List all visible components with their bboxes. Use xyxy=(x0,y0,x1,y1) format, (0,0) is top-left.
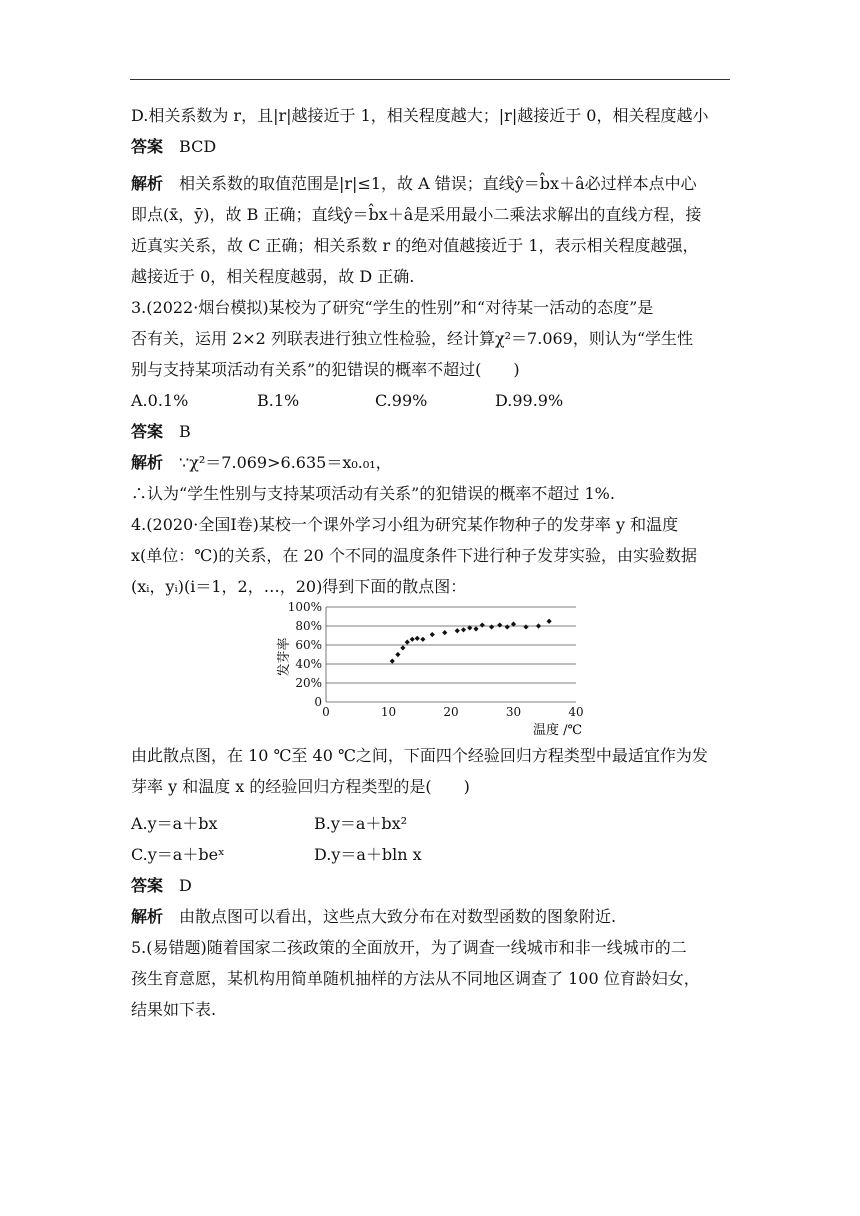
scatter-point xyxy=(390,659,395,664)
x-tick-label: 30 xyxy=(505,705,522,719)
scatter-point xyxy=(523,624,528,629)
scatter-point xyxy=(442,630,447,635)
q3-stem-line-1: 3.(2022·烟台模拟)某校为了研究“学生的性别”和“对待某一活动的态度”是 xyxy=(131,298,654,317)
q4-stem-line-3: (xᵢ，yᵢ)(i＝1，2，…，20)得到下面的散点图： xyxy=(131,577,467,596)
q3-option-b: B.1% xyxy=(257,391,300,410)
y-axis-label: 发芽率 xyxy=(277,637,292,677)
q4-answer xyxy=(131,870,731,901)
q5-stem-line-1: 5.(易错题)随着国家二孩政策的全面放开，为了调查一线城市和非一线城市的二 xyxy=(131,938,687,957)
q2-analysis-line-4: 越接近于 0，相关程度越弱，故 D 正确. xyxy=(131,267,415,286)
q5-stem-line-2: 孩生育意愿，某机构用简单随机抽样的方法从不同地区调查了 100 位育龄妇女， xyxy=(131,969,700,988)
q4-options-row-1 xyxy=(131,808,731,839)
x-axis-label: 温度 /℃ xyxy=(533,723,583,738)
q3-answer xyxy=(131,416,731,447)
x-tick-label: 0 xyxy=(322,705,330,719)
top-rule xyxy=(130,79,730,80)
y-tick-label: 80% xyxy=(295,619,322,633)
scatter-point xyxy=(461,627,466,632)
q4-options-row-2 xyxy=(131,839,731,870)
scatter-point xyxy=(547,619,552,624)
answer-value: B xyxy=(179,422,191,441)
q3-stem-line-2: 否有关，运用 2×2 列联表进行独立性检验，经计算χ²＝7.069，则认为“学生性 xyxy=(131,329,694,348)
q4-after-chart-line-1: 由此散点图，在 10 ℃至 40 ℃之间，下面四个经验回归方程类型中最适宜作为发 xyxy=(131,746,708,765)
x-tick-label: 10 xyxy=(380,705,397,719)
q4-option-b: B.y＝a＋bx² xyxy=(314,814,408,833)
analysis-text: 相关系数的取值范围是|r|≤1，故 A 错误；直线ŷ＝b̂x＋â必过样本点中心 xyxy=(179,174,697,193)
q3-stem-line-3: 别与支持某项活动有关系”的犯错误的概率不超过( ) xyxy=(131,360,520,379)
scatter-point xyxy=(430,632,435,637)
q2-answer xyxy=(131,131,731,162)
q2-option-d: D.相关系数为 r，且|r|越接近于 1，相关程度越大；|r|越接近于 0，相关程度越小 xyxy=(131,106,709,125)
scatter-point xyxy=(505,624,510,629)
q5-stem-line-3: 结果如下表. xyxy=(131,1000,217,1019)
analysis-label: 解析 xyxy=(131,453,164,472)
q2-analysis-line-3: 近真实关系，故 C 正确；相关系数 r 的绝对值越接近于 1，表示相关程度越强， xyxy=(131,236,699,255)
q4-stem-line-1: 4.(2020·全国Ⅰ卷)某校一个课外学习小组为研究某作物种子的发芽率 y 和温度 xyxy=(131,515,679,534)
scatter-point xyxy=(420,637,425,642)
y-tick-label: 60% xyxy=(295,638,322,652)
answer-value: BCD xyxy=(179,137,217,156)
scatter-point xyxy=(473,626,478,631)
answer-label: 答案 xyxy=(131,876,164,895)
x-tick-label: 20 xyxy=(443,705,459,719)
scatter-chart-container xyxy=(131,602,731,740)
analysis-label: 解析 xyxy=(131,907,164,926)
q3-analysis-line-1 xyxy=(131,447,731,478)
scatter-point xyxy=(489,624,494,629)
scatter-point xyxy=(455,628,460,633)
q3-option-d: D.99.9% xyxy=(495,391,564,410)
scatter-point xyxy=(395,652,400,657)
q3-options xyxy=(131,385,731,416)
analysis-text: ∵χ²＝7.069>6.635＝x₀.₀₁， xyxy=(179,453,392,472)
q4-stem-line-2: x(单位：℃)的关系，在 20 个不同的温度条件下进行种子发芽实验，由实验数据 xyxy=(131,546,697,565)
scatter-point xyxy=(480,622,485,627)
answer-value: D xyxy=(179,876,192,895)
y-tick-label: 40% xyxy=(295,657,322,671)
q4-option-a: A.y＝a＋bx xyxy=(131,814,218,833)
x-tick-label: 40 xyxy=(568,705,584,719)
scatter-point xyxy=(497,622,502,627)
q3-option-a: A.0.1% xyxy=(131,391,189,410)
scatter-point xyxy=(415,636,420,641)
q2-analysis-line-2: 即点(x̄，ȳ)，故 B 正确；直线ŷ＝b̂x＋â是采用最小二乘法求解出的直线方程，接 xyxy=(131,205,702,224)
scatter-point xyxy=(400,645,405,650)
q4-option-d: D.y＝a＋bln x xyxy=(314,845,422,864)
q4-analysis xyxy=(131,901,731,932)
analysis-label: 解析 xyxy=(131,174,164,193)
y-tick-label: 20% xyxy=(295,676,322,690)
scatter-point xyxy=(405,640,410,645)
scatter-point xyxy=(410,637,415,642)
analysis-text: 由散点图可以看出，这些点大致分布在对数型函数的图象附近. xyxy=(179,907,617,926)
q2-analysis-line-1 xyxy=(131,168,731,199)
page-content xyxy=(131,100,731,1025)
answer-label: 答案 xyxy=(131,422,164,441)
y-tick-label: 0 xyxy=(314,695,322,709)
q4-option-c: C.y＝a＋beˣ xyxy=(131,845,225,864)
y-tick-label: 100% xyxy=(287,602,322,614)
q3-option-c: C.99% xyxy=(375,391,428,410)
germination-scatter-chart xyxy=(131,602,731,740)
q4-after-chart-line-2: 芽率 y 和温度 x 的经验回归方程类型的是( ) xyxy=(131,777,470,796)
scatter-point xyxy=(536,623,541,628)
answer-label: 答案 xyxy=(131,137,164,156)
q3-analysis-line-2: ∴认为“学生性别与支持某项活动有关系”的犯错误的概率不超过 1%. xyxy=(131,484,615,503)
